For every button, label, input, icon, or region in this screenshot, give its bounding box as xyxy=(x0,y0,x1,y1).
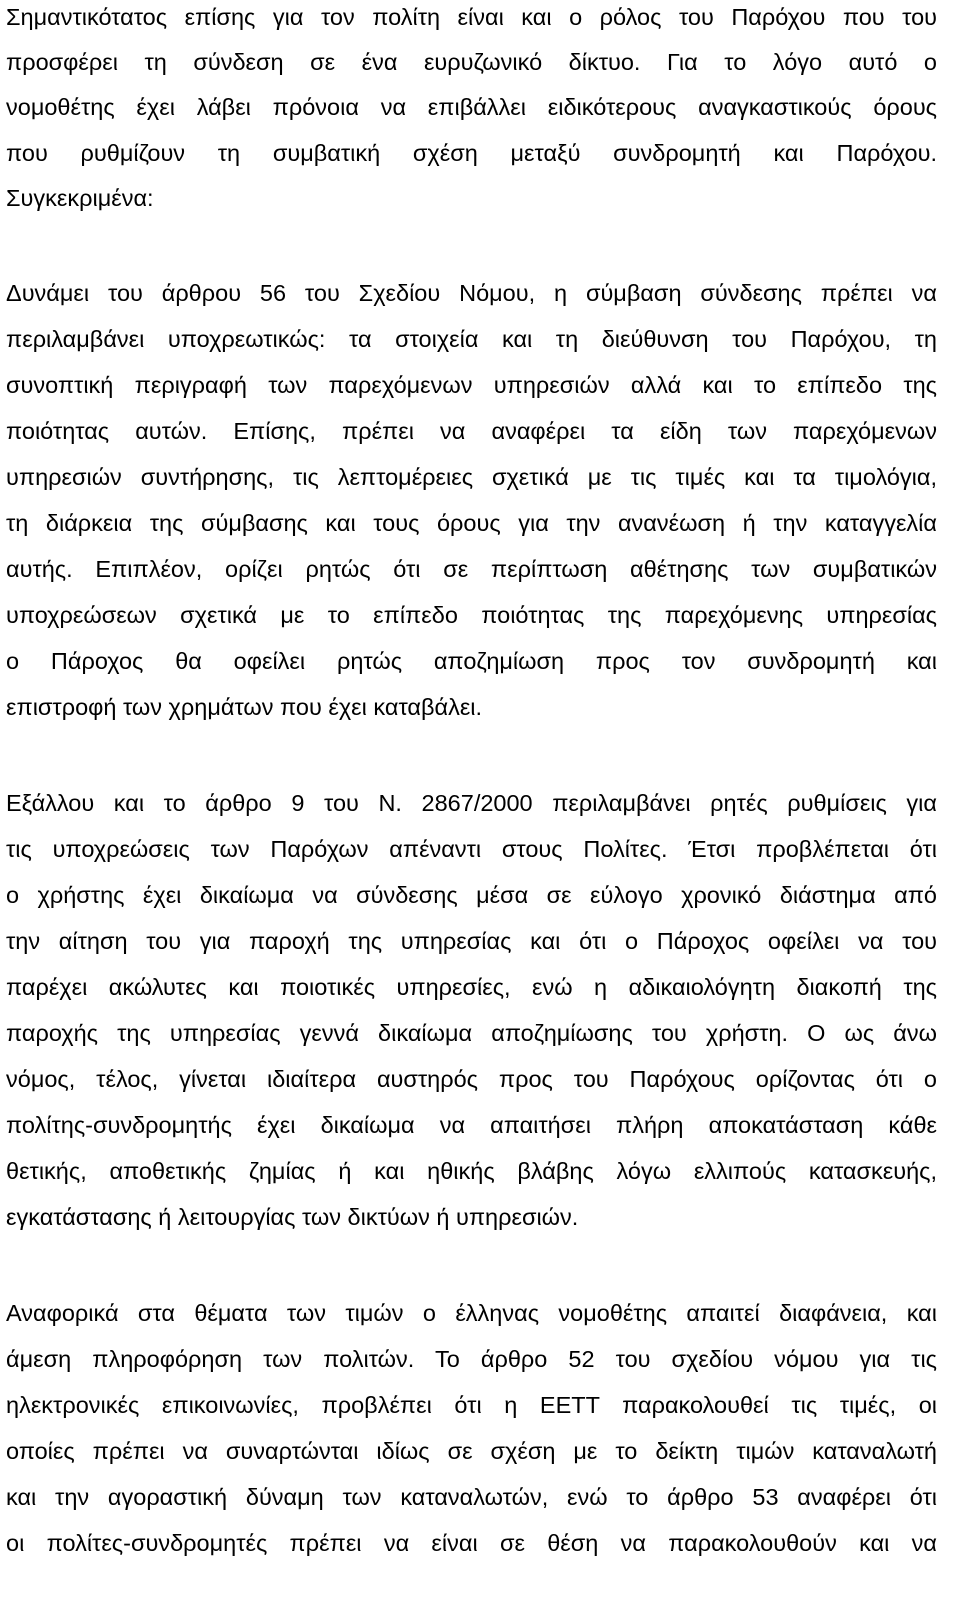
text-line: επιστροφή των χρημάτων που έχει καταβάλει. xyxy=(6,694,483,720)
text-line: τις υποχρεώσεις των Παρόχων απέναντι στους Πολίτες. Έτσι προβλέπεται ότι xyxy=(6,836,937,862)
text-line: εγκατάστασης ή λειτουργίας των δικτύων ή υπηρεσιών. xyxy=(6,1204,579,1230)
text-line: προσφέρει τη σύνδεση σε ένα ευρυζωνικό δίκτυο. Για το λόγο αυτό ο xyxy=(6,49,937,75)
text-line: την αίτηση του για παροχή της υπηρεσίας και ότι ο Πάροχος οφείλει να του xyxy=(6,928,937,954)
text-line: ποιότητας αυτών. Επίσης, πρέπει να αναφέρει τα είδη των παρεχόμενων xyxy=(6,418,937,444)
text-line: παρέχει ακώλυτες και ποιοτικές υπηρεσίες, ενώ η αδικαιολόγητη διακοπή της xyxy=(6,974,937,1000)
text-line: ο Πάροχος θα οφείλει ρητώς αποζημίωση προς τον συνδρομητή και xyxy=(6,648,937,674)
text-line: υποχρεώσεων σχετικά με το επίπεδο ποιότητας της παρεχόμενης υπηρεσίας xyxy=(6,602,937,628)
text-line: συνοπτική περιγραφή των παρεχόμενων υπηρεσιών αλλά και το επίπεδο της xyxy=(6,372,937,398)
text-line: πολίτης-συνδρομητής έχει δικαίωμα να απαιτήσει πλήρη αποκατάσταση κάθε xyxy=(6,1112,937,1138)
text-line: και την αγοραστική δύναμη των καταναλωτών, ενώ το άρθρο 53 αναφέρει ότι xyxy=(6,1484,937,1510)
text-line: οποίες πρέπει να συναρτώνται ιδίως σε σχέση με το δείκτη τιμών καταναλωτή xyxy=(6,1438,937,1464)
text-line: νομοθέτης έχει λάβει πρόνοια να επιβάλλει ειδικότερους αναγκαστικούς όρους xyxy=(6,94,937,120)
text-line: ηλεκτρονικές επικοινωνίες, προβλέπει ότι η ΕΕΤΤ παρακολουθεί τις τιμές, οι xyxy=(6,1392,937,1418)
text-line: ο χρήστης έχει δικαίωμα να σύνδεσης μέσα σε εύλογο χρονικό διάστημα από xyxy=(6,882,937,908)
text-line: οι πολίτες-συνδρομητές πρέπει να είναι σε θέση να παρακολουθούν και να xyxy=(6,1530,937,1556)
text-line: Εξάλλου και το άρθρο 9 του Ν. 2867/2000 περιλαμβάνει ρητές ρυθμίσεις για xyxy=(6,790,937,816)
text-line: Δυνάμει του άρθρου 56 του Σχεδίου Νόμου, η σύμβαση σύνδεσης πρέπει να xyxy=(6,280,937,306)
text-line: που ρυθμίζουν τη συμβατική σχέση μεταξύ συνδρομητή και Παρόχου. xyxy=(6,140,937,166)
text-line: Σημαντικότατος επίσης για τον πολίτη είναι και ο ρόλος του Παρόχου που του xyxy=(6,4,937,30)
text-line: υπηρεσιών συντήρησης, τις λεπτομέρειες σχετικά με τις τιμές και τα τιμολόγια, xyxy=(6,464,937,490)
text-line: τη διάρκεια της σύμβασης και τους όρους για την ανανέωση ή την καταγγελία xyxy=(6,510,937,536)
text-line: νόμος, τέλος, γίνεται ιδιαίτερα αυστηρός προς του Παρόχους ορίζοντας ότι ο xyxy=(6,1066,937,1092)
text-line: άμεση πληροφόρηση των πολιτών. Το άρθρο 52 του σχεδίου νόμου για τις xyxy=(6,1346,937,1372)
text-line: αυτής. Επιπλέον, ορίζει ρητώς ότι σε περίπτωση αθέτησης των συμβατικών xyxy=(6,556,937,582)
text-line: παροχής της υπηρεσίας γεννά δικαίωμα αποζημίωσης του χρήστη. Ο ως άνω xyxy=(6,1020,937,1046)
text-line: θετικής, αποθετικής ζημίας ή και ηθικής βλάβης λόγω ελλιπούς κατασκευής, xyxy=(6,1158,937,1184)
text-line: περιλαμβάνει υποχρεωτικώς: τα στοιχεία και τη διεύθυνση του Παρόχου, τη xyxy=(6,326,937,352)
text-line: Συγκεκριμένα: xyxy=(6,185,154,211)
text-line: Αναφορικά στα θέματα των τιμών ο έλληνας νομοθέτης απαιτεί διαφάνεια, και xyxy=(6,1300,937,1326)
